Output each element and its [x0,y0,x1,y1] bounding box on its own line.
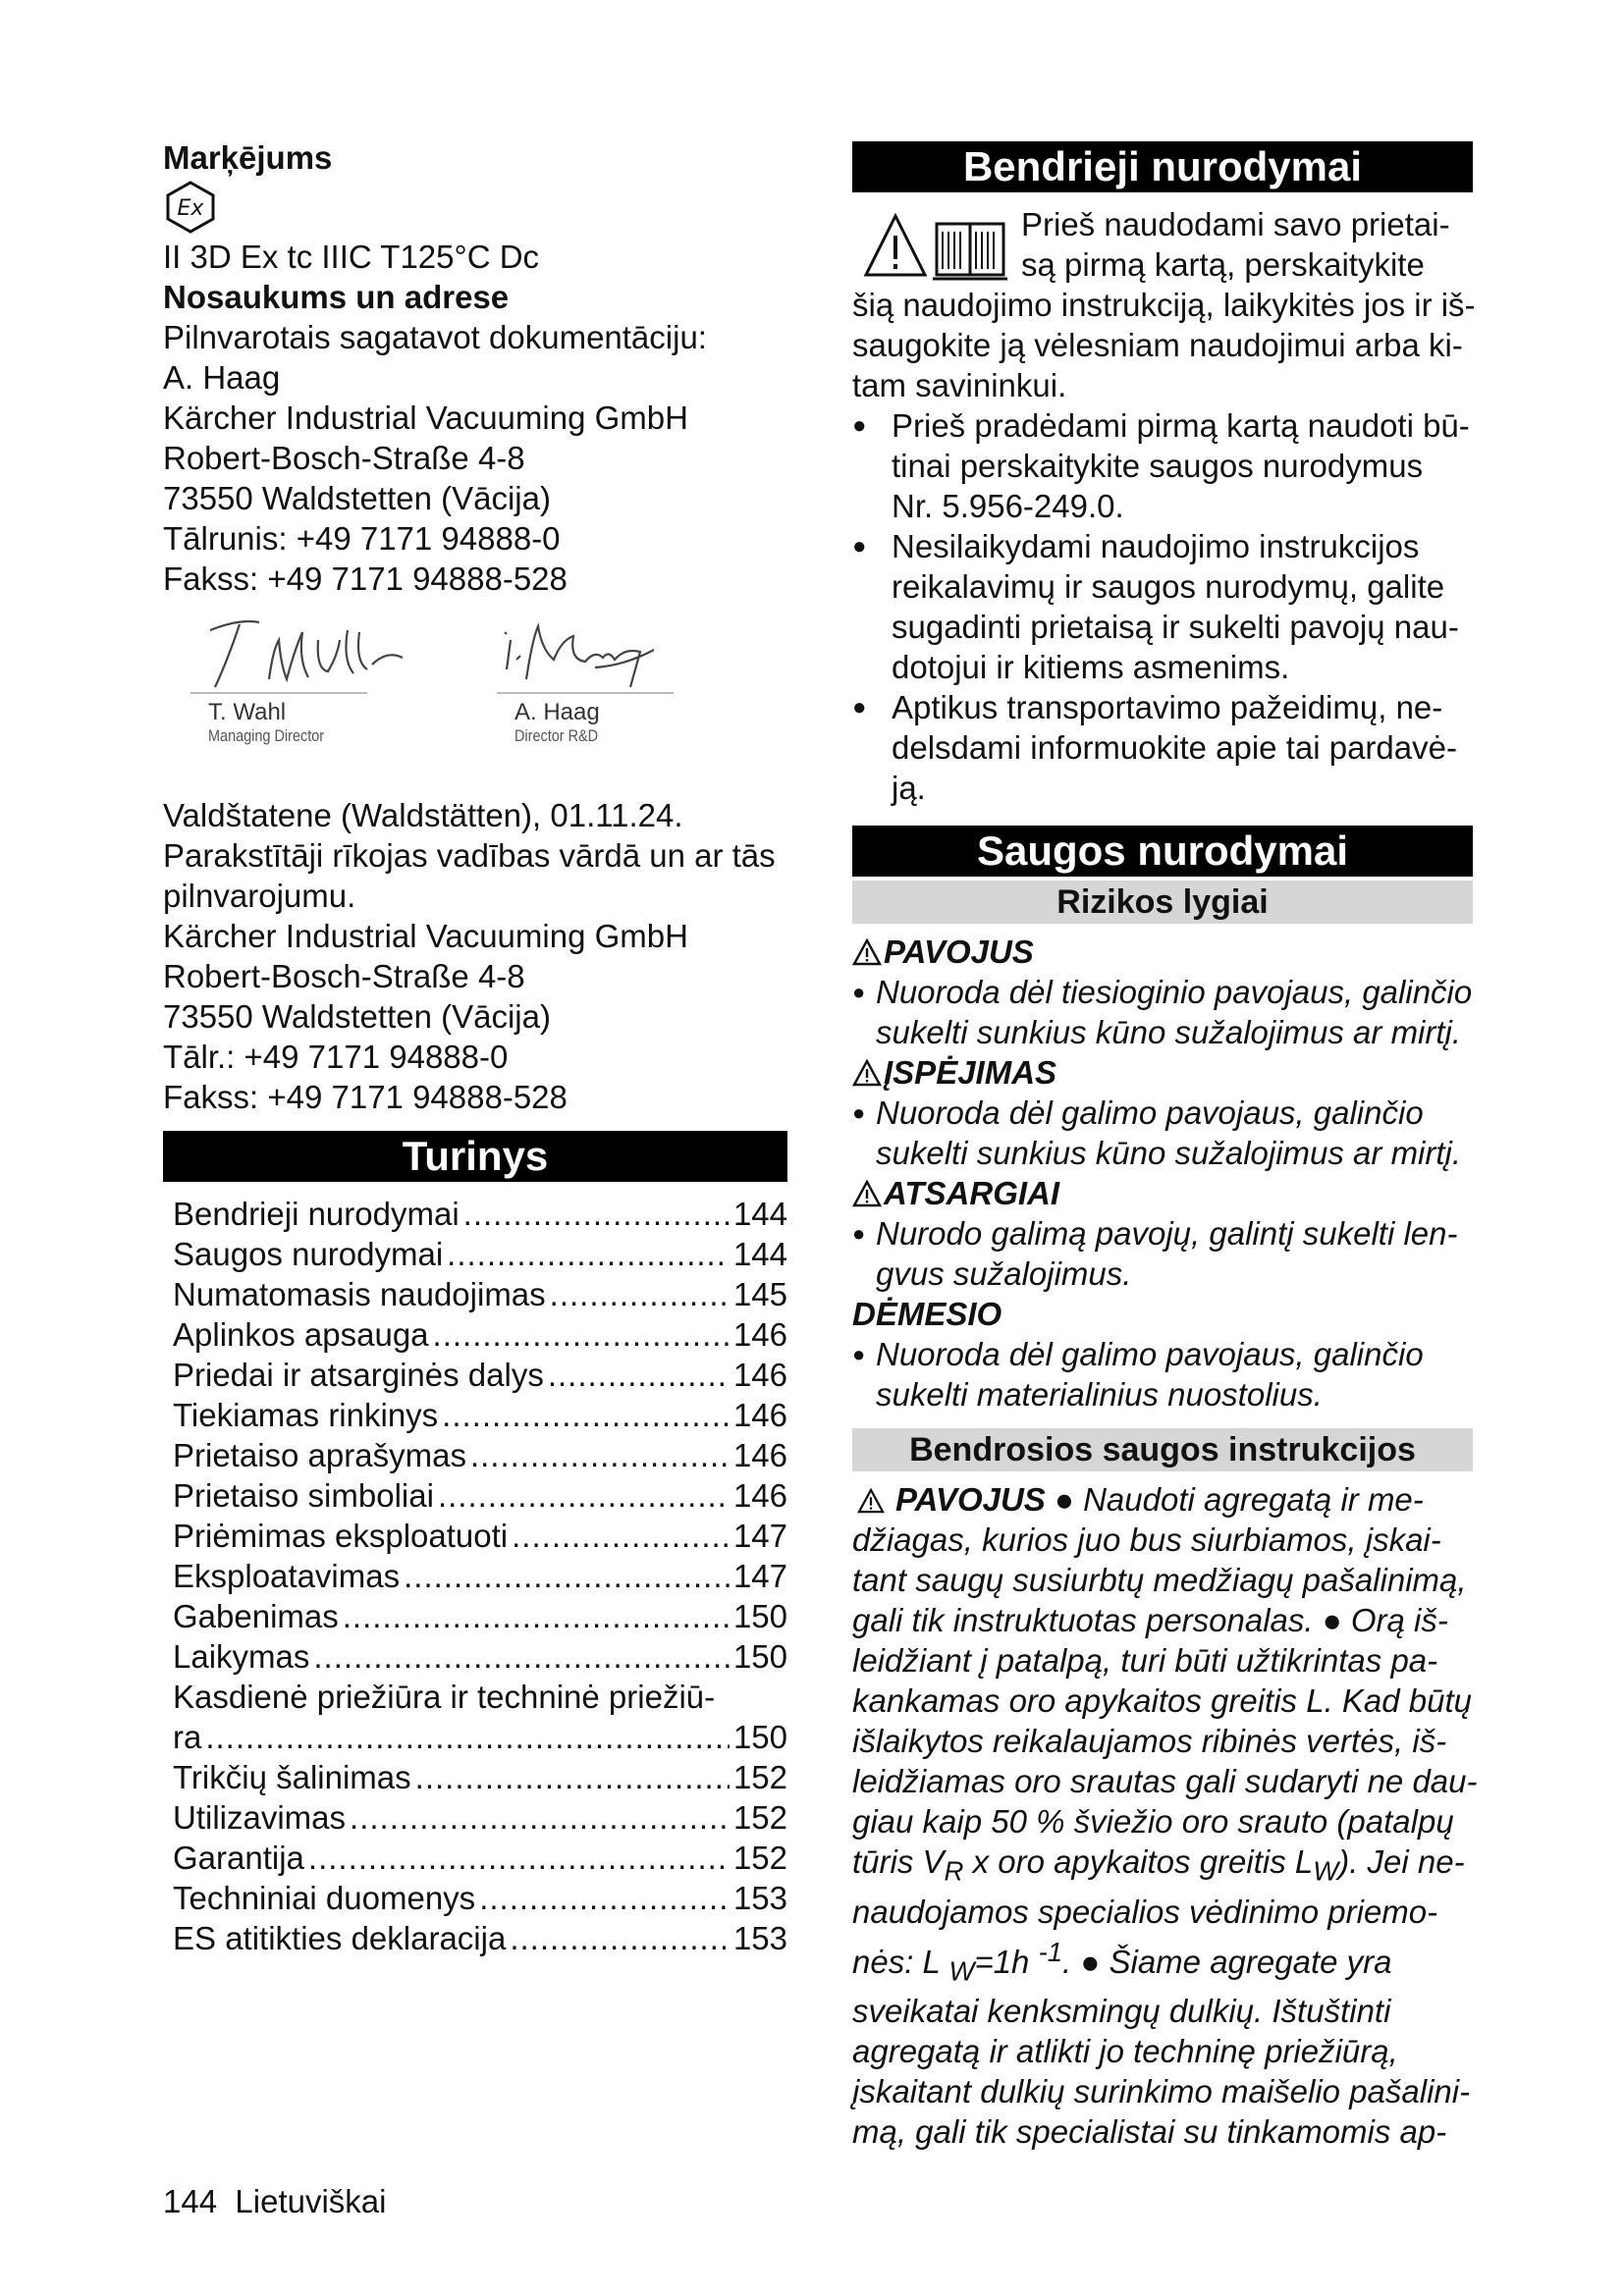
risk-level-title [852,932,1473,972]
warning-triangle-icon [852,938,882,966]
bullet-line: ● Aptikus transportavimo pažeidimų, ne- [892,689,1443,725]
safety-line: agregatą ir atlikti jo techninę priežiūrą, [852,2033,1398,2070]
risk-line: ● Nuoroda dėl galimo pavojaus, galinčio [876,1095,1424,1131]
toc-label: Techniniai duomenys [173,1880,476,1916]
address-line: Kärcher Industrial Vacuuming GmbH [163,400,688,436]
subsection-title-risk: Rizikos lygiai [852,881,1473,924]
toc-page: 152 [732,1799,787,1836]
closing-line: Parakstītāji rīkojas vadības vārdā un ar tās [163,837,776,874]
safety-text: ● Naudoti agregatą ir me- [1055,1481,1424,1518]
closing-line: Tālr.: +49 7171 94888-0 [163,1039,509,1075]
safety-line: naudojamos specialios vėdinimo priemo- [852,1893,1438,1930]
bullet-line: delsdami informuokite apie tai pardavė- [892,729,1457,766]
toc-item[interactable] [173,1596,787,1636]
ex-marking: II 3D Ex tc IIIC T125°C Dc [163,239,540,275]
page-number: 144 [163,2183,218,2219]
page-footer [163,2181,386,2221]
signature-role: Director R&D [514,726,599,745]
safety-line [852,1479,1473,1520]
risk-levels [852,932,1473,1415]
toc-page: 147 [732,1558,787,1594]
risk-line: ● Nurodo galimą pavojų, galintį sukelti len- [876,1215,1458,1252]
safety-text: nės: L [852,1943,949,1980]
toc-label: Saugos nurodymai [173,1236,444,1272]
table-of-contents [163,1194,787,1958]
toc-page: 146 [732,1316,787,1353]
list-item [852,1213,1473,1294]
toc-label-continued: ra [173,1719,202,1755]
safety-text: tūris V [852,1843,945,1880]
toc-page: 153 [732,1880,787,1916]
toc-page: 150 [732,1598,787,1634]
toc-item[interactable] [173,1878,787,1918]
toc-item[interactable] [173,1395,787,1435]
toc-item[interactable] [173,1355,787,1395]
intro-line: tam savininkui. [852,367,1067,403]
toc-label: Laikymas [173,1638,310,1675]
safety-line [852,1842,1473,1892]
intro-line: šią naudojimo instrukciją, laikykitės jos ir iš- [852,287,1476,323]
toc-item[interactable] [173,1194,787,1234]
risk-line: sukelti sunkius kūno sužalojimus ar mirtį. [876,1135,1462,1171]
safety-line: įskaitant dulkių surinkimo maišelio pašalini- [852,2073,1471,2110]
safety-text: ). Jei ne- [1338,1843,1465,1880]
list-item [852,405,1473,526]
subscript: W [1313,1855,1339,1887]
risk-line: ● Nuoroda dėl galimo pavojaus, galinčio [876,1336,1424,1372]
toc-item[interactable] [173,1314,787,1355]
toc-page: 153 [732,1920,787,1956]
toc-item[interactable] [173,1636,787,1677]
risk-line: gvus sužalojimus. [876,1255,1132,1292]
address-line: Pilnvarotais sagatavot dokumentāciju: [163,319,707,355]
warning-and-manual-icons [860,210,1017,283]
safety-line [852,1932,1473,1992]
intro-block [852,204,1476,405]
toc-page: 145 [732,1276,787,1312]
toc-label: Gabenimas [173,1598,339,1634]
toc-label: Trikčių šalinimas [173,1759,411,1795]
toc-label: Prietaiso simboliai [173,1477,434,1514]
danger-label: PAVOJUS [895,1481,1046,1518]
address-line: Fakss: +49 7171 94888-528 [163,561,568,597]
marking-title: Marķējums [163,139,333,176]
toc-label: Prietaiso aprašymas [173,1437,466,1473]
risk-level-label: PAVOJUS [884,934,1034,970]
toc-item[interactable] [173,1797,787,1838]
safety-line: kankamas oro apykaitos greitis L. Kad būtų [852,1682,1473,1719]
safety-line: gali tik instruktuotas personalas. ● Orą iš- [852,1602,1448,1638]
toc-item[interactable] [173,1516,787,1556]
signature-name: T. Wahl [208,699,287,725]
toc-page: 147 [732,1518,787,1554]
signature-wahl-image [171,611,426,699]
signature-haag [477,611,713,746]
toc-item[interactable] [173,1838,787,1878]
name-address-title: Nosaukums un adrese [163,279,510,315]
signature-name: A. Haag [514,699,600,725]
superscript: -1 [1038,1936,1063,1967]
risk-line: sukelti materialinius nuostolius. [876,1376,1323,1413]
bullet-line: ● Prieš pradėdami pirmą kartą naudoti bū- [892,407,1470,444]
bullet-line: ● Nesilaikydami naudojimo instrukcijos [892,528,1420,564]
toc-label: Bendrieji nurodymai [173,1196,460,1232]
safety-text: =1h [974,1943,1039,1980]
safety-line: leidžiamas oro srautas gali sudaryti ne dau- [852,1763,1478,1799]
safety-text: . ● Šiame agregate yra [1062,1943,1392,1980]
warning-triangle-icon [852,1059,882,1087]
intro-line: Prieš naudodami savo prietai- [1021,206,1450,242]
address-line: Robert-Bosch-Straße 4-8 [163,440,525,476]
toc-item[interactable] [173,1757,787,1797]
address-block [163,317,787,599]
closing-block [163,795,787,1117]
intro-line: saugokite ją vėlesniam naudojimui arba ki- [852,327,1463,363]
toc-page: 146 [732,1357,787,1393]
bullet-line: tinai perskaitykite saugos nurodymus [892,448,1424,484]
toc-title: Turinys [163,1131,787,1182]
closing-line: Fakss: +49 7171 94888-528 [163,1079,568,1115]
safety-text: x oro apykaitos greitis L [963,1843,1314,1880]
toc-item[interactable] [173,1234,787,1274]
signature-haag-image [477,611,713,699]
toc-label: Tiekiamas rinkinys [173,1397,439,1433]
toc-page: 146 [732,1437,787,1473]
section-title-safety: Saugos nurodymai [852,826,1473,877]
toc-item[interactable] [173,1435,787,1475]
list-item [852,1093,1473,1173]
closing-line: 73550 Waldstetten (Vācija) [163,998,551,1035]
left-column [163,137,787,1958]
safety-line: leidžiant į patalpą, turi būti užtikrintas pa- [852,1642,1438,1679]
list-item [852,526,1473,687]
toc-item[interactable] [173,1677,787,1757]
risk-level-title [852,1052,1473,1093]
list-item [852,687,1473,808]
address-line: Tālrunis: +49 7171 94888-0 [163,520,561,557]
subscript: R [944,1855,964,1887]
intro-line: są pirmą kartą, perskaitykite [1021,246,1425,283]
toc-page: 152 [732,1759,787,1795]
toc-label: Eksploatavimas [173,1558,401,1594]
address-line: A. Haag [163,359,281,396]
general-bullets [852,405,1473,808]
toc-label: Priedai ir atsarginės dalys [173,1357,544,1393]
general-safety-text [852,1479,1478,2152]
closing-line: Robert-Bosch-Straße 4-8 [163,958,525,994]
bullet-line: ją. [892,770,926,806]
safety-line: tant saugų susiurbtų medžiagų pašalinimą, [852,1562,1467,1598]
risk-level-title [852,1173,1473,1213]
signature-wahl [171,611,426,746]
bullet-line: sugadinti prietaisą ir sukelti pavojų nau- [892,609,1459,645]
safety-line: giau kaip 50 % šviežio oro srauto (patalpų [852,1803,1454,1840]
bullet-line: reikalavimų ir saugos nurodymų, galite [892,568,1445,605]
risk-line: sukelti sunkius kūno sužalojimus ar mirtį. [876,1014,1462,1050]
toc-label: Priėmimas eksploatuoti [173,1518,509,1554]
toc-page: 152 [732,1840,787,1876]
bullet-line: Nr. 5.956-249.0. [892,488,1124,524]
risk-level-label: ATSARGIAI [884,1175,1060,1211]
toc-page: 150 [732,1638,787,1675]
toc-item[interactable] [173,1556,787,1596]
safety-line: išlaikytos reikalaujamos ribinės vertės, iš- [852,1723,1447,1759]
warning-triangle-icon [852,1180,882,1207]
address-line: 73550 Waldstetten (Vācija) [163,480,551,516]
safety-line: sveikatai kenksmingų dulkių. Ištuštinti [852,1993,1391,2030]
signature-role: Managing Director [208,726,325,745]
toc-item[interactable] [173,1475,787,1516]
ex-hexagon-icon [163,180,218,235]
safety-line: mą, gali tik specialistai su tinkamomis ap- [852,2113,1447,2151]
subsection-title-general-safety: Bendrosios saugos instrukcijos [852,1428,1473,1471]
risk-level-label: DĖMESIO [852,1296,1002,1332]
section-title-general: Bendrieji nurodymai [852,141,1473,192]
toc-page: 150 [732,1719,787,1755]
toc-item[interactable] [173,1274,787,1314]
svg-text:Ex: Ex [177,196,204,221]
toc-label: Kasdienė priežiūra ir techninė priežiū- [173,1679,716,1715]
bullet-line: dotojui ir kitiems asmenims. [892,649,1290,685]
right-column [852,141,1478,2152]
toc-label: ES atitikties deklaracija [173,1920,507,1956]
toc-label: Aplinkos apsauga [173,1316,429,1353]
toc-item[interactable] [173,1918,787,1958]
list-item [852,972,1473,1052]
safety-line: džiagas, kurios juo bus siurbiamos, įskai- [852,1522,1441,1558]
toc-label: Numatomasis naudojimas [173,1276,546,1312]
footer-language: Lietuviškai [235,2183,387,2219]
closing-line: Kärcher Industrial Vacuuming GmbH [163,918,688,954]
toc-page: 146 [732,1397,787,1433]
subscript: W [948,1955,975,1987]
toc-page: 144 [732,1196,787,1232]
toc-label: Garantija [173,1840,304,1876]
closing-line: Valdštatene (Waldstätten), 01.11.24. [163,797,683,833]
signatures [163,611,787,777]
toc-page: 144 [732,1236,787,1272]
toc-page: 146 [732,1477,787,1514]
risk-level-label: ĮSPĖJIMAS [884,1054,1057,1091]
list-item [852,1334,1473,1415]
risk-level-title [852,1294,1473,1334]
risk-line: ● Nuoroda dėl tiesioginio pavojaus, galinčio [876,974,1473,1010]
closing-line: pilnvarojumu. [163,878,356,914]
warning-triangle-icon [856,1488,886,1514]
toc-label: Utilizavimas [173,1799,347,1836]
